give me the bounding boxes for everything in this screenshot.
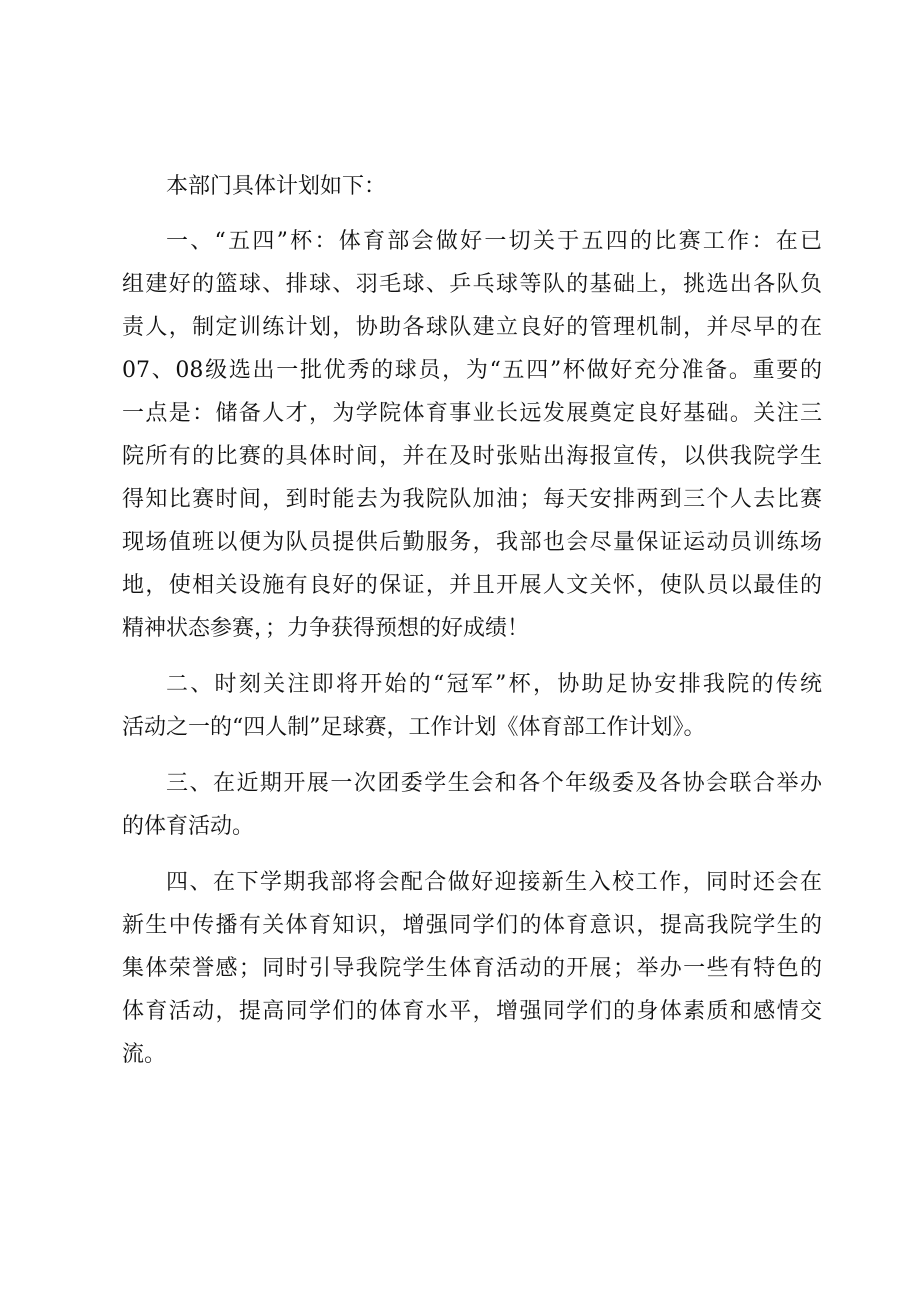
item4-line: 新生中传播有关体育知识，增强同学们的体育意识，提高我院学生的: [122, 913, 822, 938]
item1-line: 现场值班以便为队员提供后勤服务，我部也会尽量保证运动员训练场: [122, 530, 822, 555]
item1-line: 院所有的比赛的具体时间，并在及时张贴出海报宣传，以供我院学生: [122, 444, 822, 469]
item1-line: 一点是：储备人才，为学院体育事业长远发展奠定良好基础。关注三: [122, 401, 822, 426]
item2-line: 活动之一的“四人制”足球赛，工作计划《体育部工作计划》。: [122, 715, 706, 740]
intro-line: 本部门具体计划如下：: [166, 174, 387, 199]
item4-line: 体育活动，提高同学们的体育水平，增强同学们的身体素质和感情交: [122, 999, 822, 1024]
item1-line: 一、“五四”杯：体育部会做好一切关于五四的比赛工作：在已: [166, 229, 822, 254]
item4-line: 四、在下学期我部将会配合做好迎接新生入校工作，同时还会在: [166, 870, 822, 895]
item4-line: 流。: [122, 1042, 167, 1067]
item2-line: 二、时刻关注即将开始的“冠军”杯，协助足协安排我院的传统: [166, 672, 822, 697]
item1-line: 组建好的篮球、排球、羽毛球、乒乓球等队的基础上，挑选出各队负: [122, 272, 822, 297]
item1-line: 地，使相关设施有良好的保证，并且开展人文关怀，使队员以最佳的: [122, 573, 822, 598]
item1-line: 得知比赛时间，到时能去为我院队加油；每天安排两到三个人去比赛: [122, 487, 822, 512]
item3-line: 三、在近期开展一次团委学生会和各个年级委及各协会联合举办: [166, 771, 822, 796]
item3-line: 的体育活动。: [122, 814, 255, 839]
item1-line: 07、08级选出一批优秀的球员，为“五四”杯做好充分准备。重要的: [122, 358, 823, 383]
item4-line: 集体荣誉感；同时引导我院学生体育活动的开展；举办一些有特色的: [122, 956, 822, 981]
item1-line: 责人，制定训练计划，协助各球队建立良好的管理机制，并尽早的在: [122, 315, 822, 340]
item1-line: 精神状态参赛，；力争获得预想的好成绩！: [122, 616, 530, 641]
